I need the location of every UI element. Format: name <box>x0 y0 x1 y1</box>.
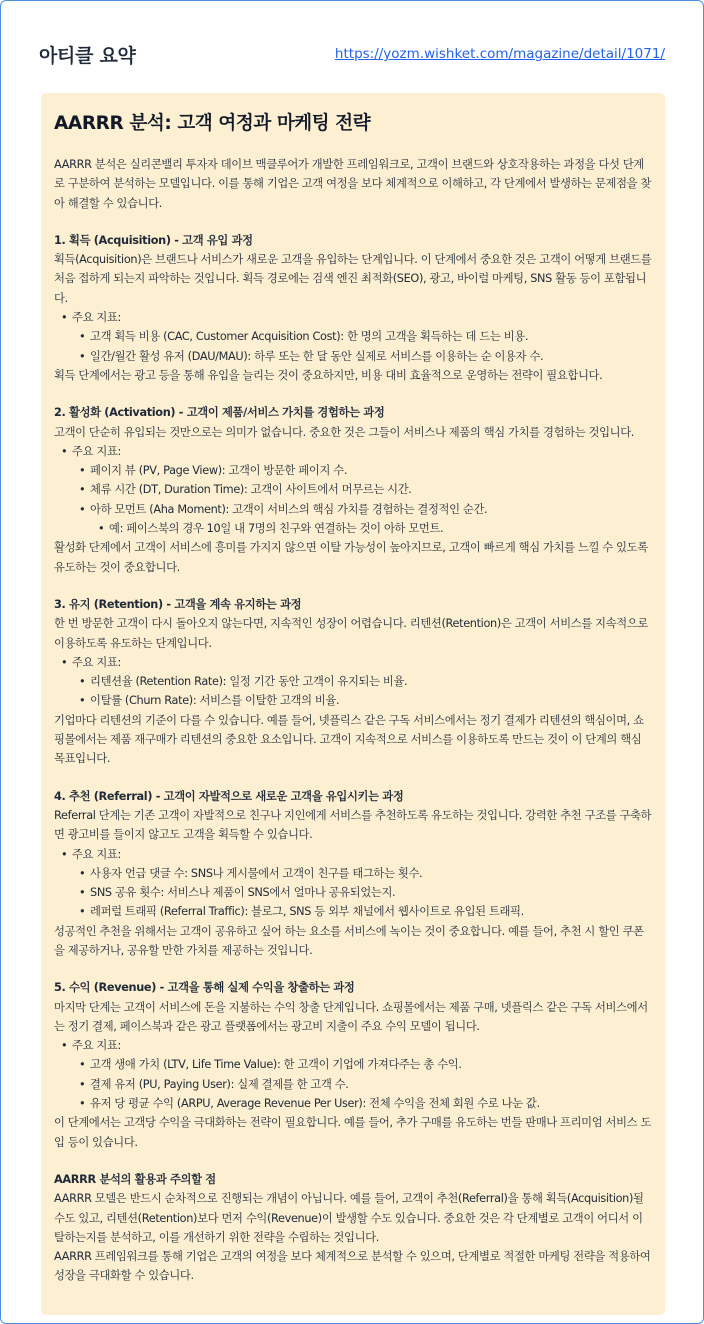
section-heading: 5. 수익 (Revenue) - 고객을 통해 실제 수익을 창출하는 과정 <box>54 981 355 995</box>
section-body: 한 번 방문한 고객이 다시 돌아오지 않는다면, 지속적인 성장이 어렵습니다. 리텐션(Retention)은 고객이 서비스를 지속적으로 이용하도록 유도하는 단계입니다. <box>54 617 648 650</box>
section-heading: AARRR 분석의 활용과 주의할 점 <box>54 1172 216 1186</box>
section-closing: 기업마다 리텐션의 기준이 다를 수 있습니다. 예를 들어, 넷플릭스 같은 구독 서비스에서는 정기 결제가 리텐션의 핵심이며, 쇼핑몰에서는 제품 재구매가 리텐션의 중요한 요소입니다. 고객이 지속적으로 서비스를 이용하도록 만드는 것이 이 단계의 핵심 목표입니다. <box>54 713 644 766</box>
intro-paragraph: AARRR 분석은 실리콘밸리 투자자 데이브 맥클루어가 개발한 프레임워크로, 고객이 브랜드와 상호작용하는 과정을 다섯 단계로 구분하여 분석하는 모델입니다. 이를 통해 기업은 고객 여정을 보다 체계적으로 이해하고, 각 단계에서 발생하는 문제점을 찾아 해결할 수 있습니다. <box>54 158 652 210</box>
metric-item: • 페이지 뷰 (PV, Page View): 고객이 방문한 페이지 수. <box>54 461 652 480</box>
section-body: 마지막 단계는 고객이 서비스에 돈을 지불하는 수익 창출 단계입니다. 쇼핑몰에서는 제품 구매, 넷플릭스 같은 구독 서비스에서는 정기 결제, 페이스북과 같은 광고 플랫폼에서는 광고비 지출이 주요 수익 모델이 됩니다. <box>54 1000 648 1033</box>
section-referral <box>54 787 652 961</box>
section-conclusion <box>54 1170 652 1286</box>
section-body: 획득(Acquisition)은 브랜드나 서비스가 새로운 고객을 유입하는 단계입니다. 이 단계에서 중요한 것은 고객이 어떻게 브랜드를 처음 접하게 되는지 파악하는 것입니다. 획득 경로에는 검색 엔진 최적화(SEO), 광고, 바이럴 마케팅, SNS 활동 등이 포함됩니다. <box>54 253 652 305</box>
metrics-label: • 주요 지표: <box>54 1036 652 1055</box>
metric-item: • 체류 시간 (DT, Duration Time): 고객이 사이트에서 머무르는 시간. <box>54 480 652 499</box>
metric-example: • 예: 페이스북의 경우 10일 내 7명의 친구와 연결하는 것이 아하 모먼트. <box>54 519 652 538</box>
section-closing: 이 단계에서는 고객당 수익을 극대화하는 전략이 필요합니다. 예를 들어, 추가 구매를 유도하는 번들 판매나 프리미엄 서비스 도입 등이 있습니다. <box>54 1116 652 1149</box>
metric-item: • 사용자 언급 댓글 수: SNS나 게시물에서 고객이 친구를 태그하는 횟수. <box>54 864 652 883</box>
section-heading: 3. 유지 (Retention) - 고객을 계속 유지하는 과정 <box>54 597 302 611</box>
metric-item: • 리텐션율 (Retention Rate): 일정 기간 동안 고객이 유지되는 비율. <box>54 672 652 691</box>
metric-item: • 결제 유저 (PU, Paying User): 실제 결제를 한 고객 수. <box>54 1075 652 1094</box>
conclusion-paragraph: AARRR 프레임워크를 통해 기업은 고객의 여정을 보다 체계적으로 분석할 수 있으며, 단계별로 적절한 마케팅 전략을 적용하여 성장을 극대화할 수 있습니다. <box>54 1250 651 1283</box>
page-title: 아티클 요약 <box>39 44 136 67</box>
section-acquisition <box>54 231 652 385</box>
source-link[interactable]: https://yozm.wishket.com/magazine/detail/1071/ <box>334 46 665 62</box>
metrics-list <box>54 308 652 366</box>
section-activation <box>54 403 652 577</box>
section-heading: 4. 추천 (Referral) - 고객이 자발적으로 새로운 고객을 유입시키는 과정 <box>54 789 404 803</box>
section-retention <box>54 595 652 769</box>
metrics-label: • 주요 지표: <box>54 845 652 864</box>
section-body: 고객이 단순히 유입되는 것만으로는 의미가 없습니다. 중요한 것은 그들이 서비스나 제품의 핵심 가치를 경험하는 것입니다. <box>54 425 635 439</box>
metrics-list <box>54 845 652 922</box>
section-closing: 성공적인 추천을 위해서는 고객이 공유하고 싶어 하는 요소를 서비스에 녹이는 것이 중요합니다. 예를 들어, 추천 시 할인 쿠폰을 제공하거나, 공유할 만한 가치를 제공하는 것입니다. <box>54 924 644 957</box>
metric-item: • SNS 공유 횟수: 서비스나 제품이 SNS에서 얼마나 공유되었는지. <box>54 883 652 902</box>
metric-item: • 고객 생애 가치 (LTV, Life Time Value): 한 고객이 기업에 가져다주는 총 수익. <box>54 1055 652 1074</box>
metric-item: • 레퍼럴 트래픽 (Referral Traffic): 블로그, SNS 등 외부 채널에서 웹사이트로 유입된 트래픽. <box>54 902 652 921</box>
section-closing: 획득 단계에서는 광고 등을 통해 유입을 늘리는 것이 중요하지만, 비용 대비 효율적으로 운영하는 전략이 필요합니다. <box>54 368 603 382</box>
summary-card <box>41 93 665 1315</box>
metrics-list <box>54 653 652 711</box>
metrics-list <box>54 1036 652 1113</box>
section-heading: 2. 활성화 (Activation) - 고객이 제품/서비스 가치를 경험하는 과정 <box>54 406 385 420</box>
section-revenue <box>54 978 652 1152</box>
metrics-label: • 주요 지표: <box>54 442 652 461</box>
metric-item: • 아하 모먼트 (Aha Moment): 고객이 서비스의 핵심 가치를 경험하는 결정적인 순간. <box>54 500 652 519</box>
section-closing: 활성화 단계에서 고객이 서비스에 흥미를 가지지 않으면 이탈 가능성이 높아지므로, 고객이 빠르게 핵심 가치를 느낄 수 있도록 유도하는 것이 중요합니다. <box>54 541 648 574</box>
section-body: Referral 단계는 기존 고객이 자발적으로 친구나 지인에게 서비스를 추천하도록 유도하는 것입니다. 강력한 추천 구조를 구축하면 광고비를 들이지 않고도 고객을 획득할 수 있습니다. <box>54 808 652 842</box>
metrics-list <box>54 442 652 538</box>
metrics-label: • 주요 지표: <box>54 653 652 672</box>
metric-item: • 일간/월간 활성 유저 (DAU/MAU): 하루 또는 한 달 동안 실제로 서비스를 이용하는 순 이용자 수. <box>54 347 652 366</box>
metric-item: • 이탈률 (Churn Rate): 서비스를 이탈한 고객의 비율. <box>54 691 652 710</box>
summary-title: AARRR 분석: 고객 여정과 마케팅 전략 <box>54 113 371 134</box>
header-bar <box>39 39 665 69</box>
metric-item: • 고객 획득 비용 (CAC, Customer Acquisition Cost): 한 명의 고객을 획득하는 데 드는 비용. <box>54 327 652 346</box>
metric-item: • 유저 당 평균 수익 (ARPU, Average Revenue Per User): 전체 수익을 전체 회원 수로 나눈 값. <box>54 1094 652 1113</box>
metrics-label: • 주요 지표: <box>54 308 652 327</box>
section-heading: 1. 획득 (Acquisition) - 고객 유입 과정 <box>54 233 253 247</box>
conclusion-paragraph: AARRR 모델은 반드시 순차적으로 진행되는 개념이 아닙니다. 예를 들어, 고객이 추천(Referral)을 통해 획득(Acquisition)될 수도 있고, 리텐션(Retention)보다 먼저 수익(Revenue)이 발생할 수도 있습니다. 중요한 것은 각 단계별로 고객이 어디서 이탈하는지를 분석하고, 이를 개선하기 위한 전략을 수립하는 것입니다. <box>54 1192 644 1244</box>
